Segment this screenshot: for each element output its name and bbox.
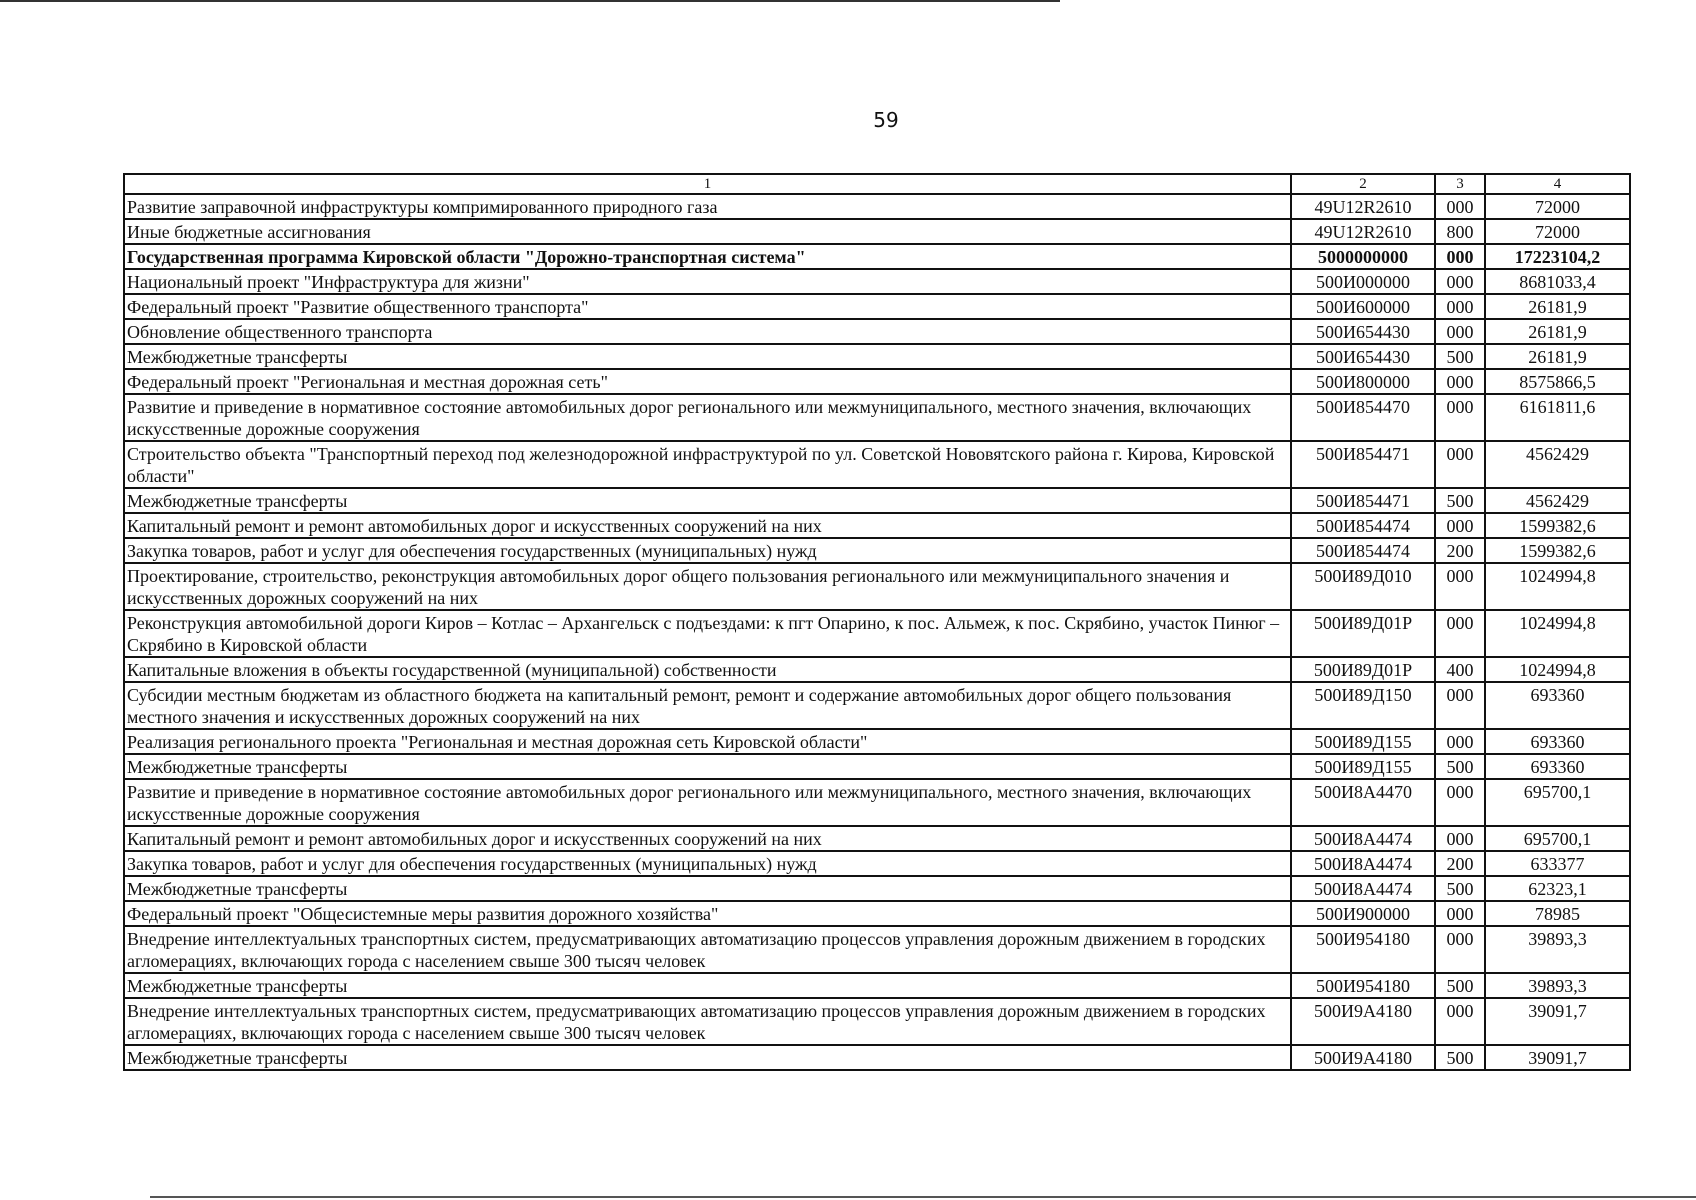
item-name-cell: Строительство объекта "Транспортный переход под железнодорожной инфраструктурой по ул. Советской Нововятского района г. Кирова, Кировской области" (124, 441, 1291, 488)
expense-type-cell: 500 (1435, 488, 1485, 513)
item-name-cell: Реконструкция автомобильной дороги Киров – Котлас – Архангельск с подъездами: к пгт Опарино, к пос. Альмеж, к пос. Скрябино, участок Пинюг – Скрябино в Кировской области (124, 610, 1291, 657)
table-row (124, 1045, 1630, 1070)
item-name-cell: Субсидии местным бюджетам из областного бюджета на капитальный ремонт, ремонт и содержание автомобильных дорог общего пользования местного значения и искусственных дорожных сооружений на них (124, 682, 1291, 729)
amount-cell: 1024994,8 (1485, 657, 1630, 682)
target-code-cell: 500И954180 (1291, 973, 1435, 998)
amount-cell: 26181,9 (1485, 344, 1630, 369)
target-code-cell: 500И89Д01Р (1291, 657, 1435, 682)
target-code-cell: 500И954180 (1291, 926, 1435, 973)
target-code-cell: 500И89Д150 (1291, 682, 1435, 729)
table-row (124, 729, 1630, 754)
item-name-cell: Межбюджетные трансферты (124, 344, 1291, 369)
item-name-cell: Межбюджетные трансферты (124, 973, 1291, 998)
expense-type-cell: 000 (1435, 394, 1485, 441)
amount-cell: 8681033,4 (1485, 269, 1630, 294)
amount-cell: 17223104,2 (1485, 244, 1630, 269)
table-row (124, 876, 1630, 901)
amount-cell: 695700,1 (1485, 779, 1630, 826)
target-code-cell: 500И900000 (1291, 901, 1435, 926)
item-name-cell: Капитальный ремонт и ремонт автомобильных дорог и искусственных сооружений на них (124, 513, 1291, 538)
amount-cell: 693360 (1485, 754, 1630, 779)
target-code-cell: 500И654430 (1291, 344, 1435, 369)
amount-cell: 8575866,5 (1485, 369, 1630, 394)
target-code-cell: 500И654430 (1291, 319, 1435, 344)
table-row (124, 394, 1630, 441)
target-code-cell: 500И8А4474 (1291, 851, 1435, 876)
item-name-cell: Федеральный проект "Региональная и местная дорожная сеть" (124, 369, 1291, 394)
item-name-cell: Закупка товаров, работ и услуг для обеспечения государственных (муниципальных) нужд (124, 538, 1291, 563)
item-name-cell: Межбюджетные трансферты (124, 876, 1291, 901)
table-row (124, 610, 1630, 657)
item-name-cell: Обновление общественного транспорта (124, 319, 1291, 344)
amount-cell: 6161811,6 (1485, 394, 1630, 441)
amount-cell: 693360 (1485, 729, 1630, 754)
table-row (124, 754, 1630, 779)
table-row (124, 294, 1630, 319)
table-row (124, 441, 1630, 488)
expense-type-cell: 200 (1435, 538, 1485, 563)
expense-type-cell: 000 (1435, 610, 1485, 657)
expense-type-cell: 000 (1435, 826, 1485, 851)
amount-cell: 695700,1 (1485, 826, 1630, 851)
table-row (124, 901, 1630, 926)
expense-type-cell: 000 (1435, 901, 1485, 926)
amount-cell: 39893,3 (1485, 926, 1630, 973)
amount-cell: 633377 (1485, 851, 1630, 876)
item-name-cell: Закупка товаров, работ и услуг для обеспечения государственных (муниципальных) нужд (124, 851, 1291, 876)
table-row (124, 319, 1630, 344)
target-code-cell: 500И800000 (1291, 369, 1435, 394)
amount-cell: 72000 (1485, 219, 1630, 244)
target-code-cell: 500И89Д155 (1291, 729, 1435, 754)
table-row (124, 779, 1630, 826)
target-code-cell: 49U12R2610 (1291, 219, 1435, 244)
item-name-cell: Национальный проект "Инфраструктура для жизни" (124, 269, 1291, 294)
expense-type-cell: 500 (1435, 876, 1485, 901)
expense-type-cell: 000 (1435, 729, 1485, 754)
top-border-line (0, 0, 1060, 2)
expense-type-cell: 000 (1435, 563, 1485, 610)
expense-type-cell: 000 (1435, 269, 1485, 294)
table-row (124, 998, 1630, 1045)
table-row (124, 369, 1630, 394)
amount-cell: 1024994,8 (1485, 610, 1630, 657)
target-code-cell: 500И854470 (1291, 394, 1435, 441)
expense-type-cell: 800 (1435, 219, 1485, 244)
table-row (124, 269, 1630, 294)
target-code-cell: 500И600000 (1291, 294, 1435, 319)
item-name-cell: Межбюджетные трансферты (124, 488, 1291, 513)
target-code-cell: 500И89Д01Р (1291, 610, 1435, 657)
expense-type-cell: 500 (1435, 754, 1485, 779)
table-row (124, 344, 1630, 369)
amount-cell: 693360 (1485, 682, 1630, 729)
table-row (124, 488, 1630, 513)
target-code-cell: 500И9А4180 (1291, 1045, 1435, 1070)
amount-cell: 26181,9 (1485, 319, 1630, 344)
target-code-cell: 500И000000 (1291, 269, 1435, 294)
amount-cell: 4562429 (1485, 488, 1630, 513)
item-name-cell: Капитальные вложения в объекты государственной (муниципальной) собственности (124, 657, 1291, 682)
table-row (124, 244, 1630, 269)
item-name-cell: Капитальный ремонт и ремонт автомобильных дорог и искусственных сооружений на них (124, 826, 1291, 851)
expense-type-cell: 000 (1435, 682, 1485, 729)
target-code-cell: 500И9А4180 (1291, 998, 1435, 1045)
bottom-border-line (150, 1196, 1696, 1198)
table-row (124, 657, 1630, 682)
column-header: 2 (1291, 174, 1435, 194)
amount-cell: 39893,3 (1485, 973, 1630, 998)
target-code-cell: 500И8А4474 (1291, 826, 1435, 851)
item-name-cell: Реализация регионального проекта "Региональная и местная дорожная сеть Кировской области" (124, 729, 1291, 754)
budget-table (123, 173, 1631, 1071)
expense-type-cell: 000 (1435, 926, 1485, 973)
amount-cell: 78985 (1485, 901, 1630, 926)
expense-type-cell: 500 (1435, 973, 1485, 998)
item-name-cell: Развитие и приведение в нормативное состояние автомобильных дорог регионального или межмуниципального, местного значения, включающих искусственные дорожные сооружения (124, 779, 1291, 826)
item-name-cell: Развитие и приведение в нормативное состояние автомобильных дорог регионального или межмуниципального, местного значения, включающих искусственные дорожные сооружения (124, 394, 1291, 441)
amount-cell: 39091,7 (1485, 998, 1630, 1045)
table-row (124, 563, 1630, 610)
expense-type-cell: 000 (1435, 244, 1485, 269)
amount-cell: 1599382,6 (1485, 538, 1630, 563)
expense-type-cell: 000 (1435, 441, 1485, 488)
item-name-cell: Иные бюджетные ассигнования (124, 219, 1291, 244)
amount-cell: 39091,7 (1485, 1045, 1630, 1070)
item-name-cell: Федеральный проект "Общесистемные меры развития дорожного хозяйства" (124, 901, 1291, 926)
expense-type-cell: 000 (1435, 294, 1485, 319)
expense-type-cell: 000 (1435, 513, 1485, 538)
expense-type-cell: 200 (1435, 851, 1485, 876)
amount-cell: 1024994,8 (1485, 563, 1630, 610)
table-body (124, 194, 1630, 1070)
item-name-cell: Внедрение интеллектуальных транспортных систем, предусматривающих автоматизацию процессов управления дорожным движением в городских агломерациях, включающих города с населением свыше 300 тысяч человек (124, 926, 1291, 973)
expense-type-cell: 000 (1435, 779, 1485, 826)
column-header: 4 (1485, 174, 1630, 194)
amount-cell: 72000 (1485, 194, 1630, 219)
expense-type-cell: 000 (1435, 319, 1485, 344)
item-name-cell: Федеральный проект "Развитие общественного транспорта" (124, 294, 1291, 319)
item-name-cell: Проектирование, строительство, реконструкция автомобильных дорог общего пользования регионального или межмуниципального значения и искусственных дорожных сооружений на них (124, 563, 1291, 610)
target-code-cell: 500И89Д155 (1291, 754, 1435, 779)
table-header-row (124, 174, 1630, 194)
amount-cell: 26181,9 (1485, 294, 1630, 319)
target-code-cell: 500И854471 (1291, 488, 1435, 513)
table-row (124, 826, 1630, 851)
target-code-cell: 5000000000 (1291, 244, 1435, 269)
item-name-cell: Государственная программа Кировской области "Дорожно-транспортная система" (124, 244, 1291, 269)
target-code-cell: 500И854474 (1291, 538, 1435, 563)
amount-cell: 1599382,6 (1485, 513, 1630, 538)
amount-cell: 4562429 (1485, 441, 1630, 488)
item-name-cell: Межбюджетные трансферты (124, 754, 1291, 779)
item-name-cell: Внедрение интеллектуальных транспортных систем, предусматривающих автоматизацию процессов управления дорожным движением в городских агломерациях, включающих города с населением свыше 300 тысяч человек (124, 998, 1291, 1045)
target-code-cell: 49U12R2610 (1291, 194, 1435, 219)
expense-type-cell: 000 (1435, 194, 1485, 219)
target-code-cell: 500И854471 (1291, 441, 1435, 488)
table-row (124, 219, 1630, 244)
table-row (124, 513, 1630, 538)
table-row (124, 538, 1630, 563)
expense-type-cell: 400 (1435, 657, 1485, 682)
item-name-cell: Развитие заправочной инфраструктуры компримированного природного газа (124, 194, 1291, 219)
table-row (124, 973, 1630, 998)
target-code-cell: 500И8А4470 (1291, 779, 1435, 826)
target-code-cell: 500И854474 (1291, 513, 1435, 538)
column-header: 1 (124, 174, 1291, 194)
table-row (124, 194, 1630, 219)
expense-type-cell: 500 (1435, 344, 1485, 369)
table-row (124, 851, 1630, 876)
item-name-cell: Межбюджетные трансферты (124, 1045, 1291, 1070)
expense-type-cell: 000 (1435, 998, 1485, 1045)
table-row (124, 682, 1630, 729)
expense-type-cell: 500 (1435, 1045, 1485, 1070)
table-row (124, 926, 1630, 973)
target-code-cell: 500И8А4474 (1291, 876, 1435, 901)
page-number: 59 (873, 108, 899, 132)
amount-cell: 62323,1 (1485, 876, 1630, 901)
expense-type-cell: 000 (1435, 369, 1485, 394)
column-header: 3 (1435, 174, 1485, 194)
target-code-cell: 500И89Д010 (1291, 563, 1435, 610)
